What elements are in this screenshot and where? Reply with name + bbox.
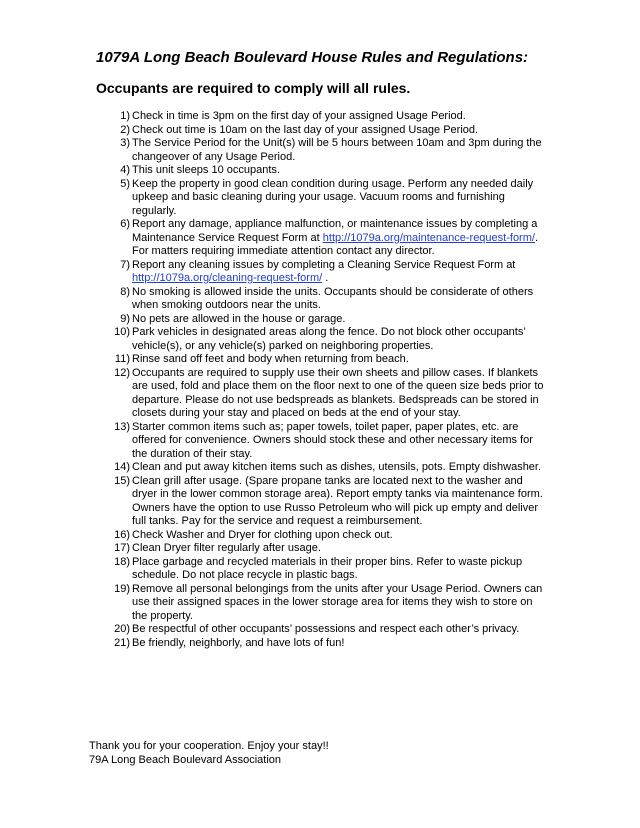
rule-text: Keep the property in good clean condition during usage. Perform any needed daily upkeep and basic cleaning during your usage. Vacuum rooms and furnishing regularly. [132, 177, 534, 217]
rule-link[interactable]: http://1079a.org/cleaning-request-form/ [132, 272, 323, 284]
rule-text: Check in time is 3pm on the first day of your assigned Usage Period. [132, 110, 466, 122]
rule-text: Occupants are required to supply use their own sheets and pillow cases. If blankets are used, fold and place them on the floor next to one of the queen size beds prior to departure. Please do not use bedspreads as blankets. Bedspreads can be stored in closets during your stay and placed on beds at the end of your stay. [132, 366, 544, 419]
rule-number: 5 ) [108, 178, 130, 192]
rule-item [108, 124, 548, 138]
rule-text-before: Report any cleaning issues by completing a Cleaning Service Request Form at [132, 258, 516, 271]
rule-text: Check out time is 10am on the last day of your assigned Usage Period. [132, 123, 479, 136]
rule-item [108, 164, 548, 178]
rule-number: 15 ) [108, 475, 130, 489]
rule-item [108, 326, 548, 353]
rule-item [108, 623, 548, 637]
rule-text-before: Report any damage, appliance malfunction, or maintenance issues by completing a Maintenance Service Request Form at [132, 218, 538, 244]
rule-number: 18 ) [108, 556, 130, 570]
rule-item [108, 218, 548, 259]
rule-number: 1 ) [108, 110, 130, 124]
rule-number: 2 ) [108, 124, 130, 138]
rule-number: 20 ) [108, 623, 130, 637]
page-subtitle: Occupants are required to comply will all rules. [96, 80, 411, 96]
rule-item [108, 583, 548, 624]
rule-number: 11 ) [108, 353, 130, 367]
rule-text: Rinse sand off feet and body when returning from beach. [132, 353, 409, 365]
rule-item [108, 353, 548, 367]
rule-item [108, 421, 548, 462]
rule-item [108, 556, 548, 583]
rule-item [108, 137, 548, 164]
rule-link[interactable]: http://1079a.org/maintenance-request-form/ [322, 231, 535, 244]
rule-text: Place garbage and recycled materials in their proper bins. Refer to waste pickup schedule. Do not place recycle in plastic bags. [132, 555, 523, 581]
rule-number: 17 ) [108, 542, 130, 556]
rule-text: Remove all personal belongings from the units after your Usage Period. Owners can use their assigned spaces in the lower storage area for items they wish to store on the property. [132, 582, 543, 622]
rule-text-after: . For matters requiring immediate attention contact any director. [132, 231, 539, 257]
rule-number: 3 ) [108, 137, 130, 151]
rule-text: Clean Dryer filter regularly after usage. [132, 542, 321, 554]
rule-number: 12 ) [108, 367, 130, 381]
rule-text-after: . [322, 272, 329, 284]
rule-text [132, 259, 548, 286]
rule-text: Check Washer and Dryer for clothing upon check out. [132, 528, 393, 541]
rule-number: 10 ) [108, 326, 130, 340]
rule-number: 7 ) [108, 259, 130, 273]
rule-number: 13 ) [108, 421, 130, 435]
rule-item [108, 259, 548, 286]
rule-item [108, 286, 548, 313]
rule-number: 6 ) [108, 218, 130, 232]
rule-text: Park vehicles in designated areas along the fence. Do not block other occupants’ vehicle(s), or any vehicle(s) parked on neighboring properties. [132, 326, 526, 352]
rule-text [132, 218, 548, 259]
rule-number: 14 ) [108, 461, 130, 475]
rule-item [108, 637, 548, 651]
rule-text: Starter common items such as; paper towels, toilet paper, paper plates, etc. are offered for convenience. Owners should stock these and other necessary items for the duration of their stay. [132, 420, 533, 460]
rule-item [108, 542, 548, 556]
rule-number: 19 ) [108, 583, 130, 597]
rule-number: 4 ) [108, 164, 130, 178]
rules-list [108, 110, 548, 650]
rule-text: This unit sleeps 10 occupants. [132, 164, 280, 176]
rule-text: Be friendly, neighborly, and have lots of fun! [132, 636, 345, 649]
rule-number: 8 ) [108, 286, 130, 300]
footer-thanks: Thank you for your cooperation. Enjoy your stay!! [89, 740, 329, 752]
rule-item [108, 461, 548, 475]
rule-item [108, 367, 548, 421]
rule-text: No pets are allowed in the house or garage. [132, 312, 346, 325]
rule-text: Clean grill after usage. (Spare propane tanks are located next to the washer and dryer in the lower common storage area). Report empty tanks via maintenance form. Owners have the option to use Russo Petroleum who will pick up empty and deliver full tanks. Pay for the service and request a reimbursement. [132, 474, 543, 527]
page-title: 1079A Long Beach Boulevard House Rules and Regulations: [96, 49, 529, 66]
rule-text: Clean and put away kitchen items such as dishes, utensils, pots. Empty dishwasher. [132, 461, 542, 473]
rule-item [108, 110, 548, 124]
rule-text: The Service Period for the Unit(s) will be 5 hours between 10am and 3pm during the changeover of any Usage Period. [132, 137, 542, 163]
footer [89, 740, 329, 767]
rule-number: 9 ) [108, 313, 130, 327]
rule-number: 16 ) [108, 529, 130, 543]
rule-item [108, 529, 548, 543]
rule-item [108, 313, 548, 327]
rule-item [108, 178, 548, 219]
rule-number: 21 ) [108, 637, 130, 651]
rule-text: No smoking is allowed inside the units. Occupants should be considerate of others when smoking outdoors near the units. [132, 285, 534, 311]
rule-text: Be respectful of other occupants’ possessions and respect each other’s privacy. [132, 623, 520, 635]
footer-association: 79A Long Beach Boulevard Association [89, 753, 282, 766]
rule-item [108, 475, 548, 529]
